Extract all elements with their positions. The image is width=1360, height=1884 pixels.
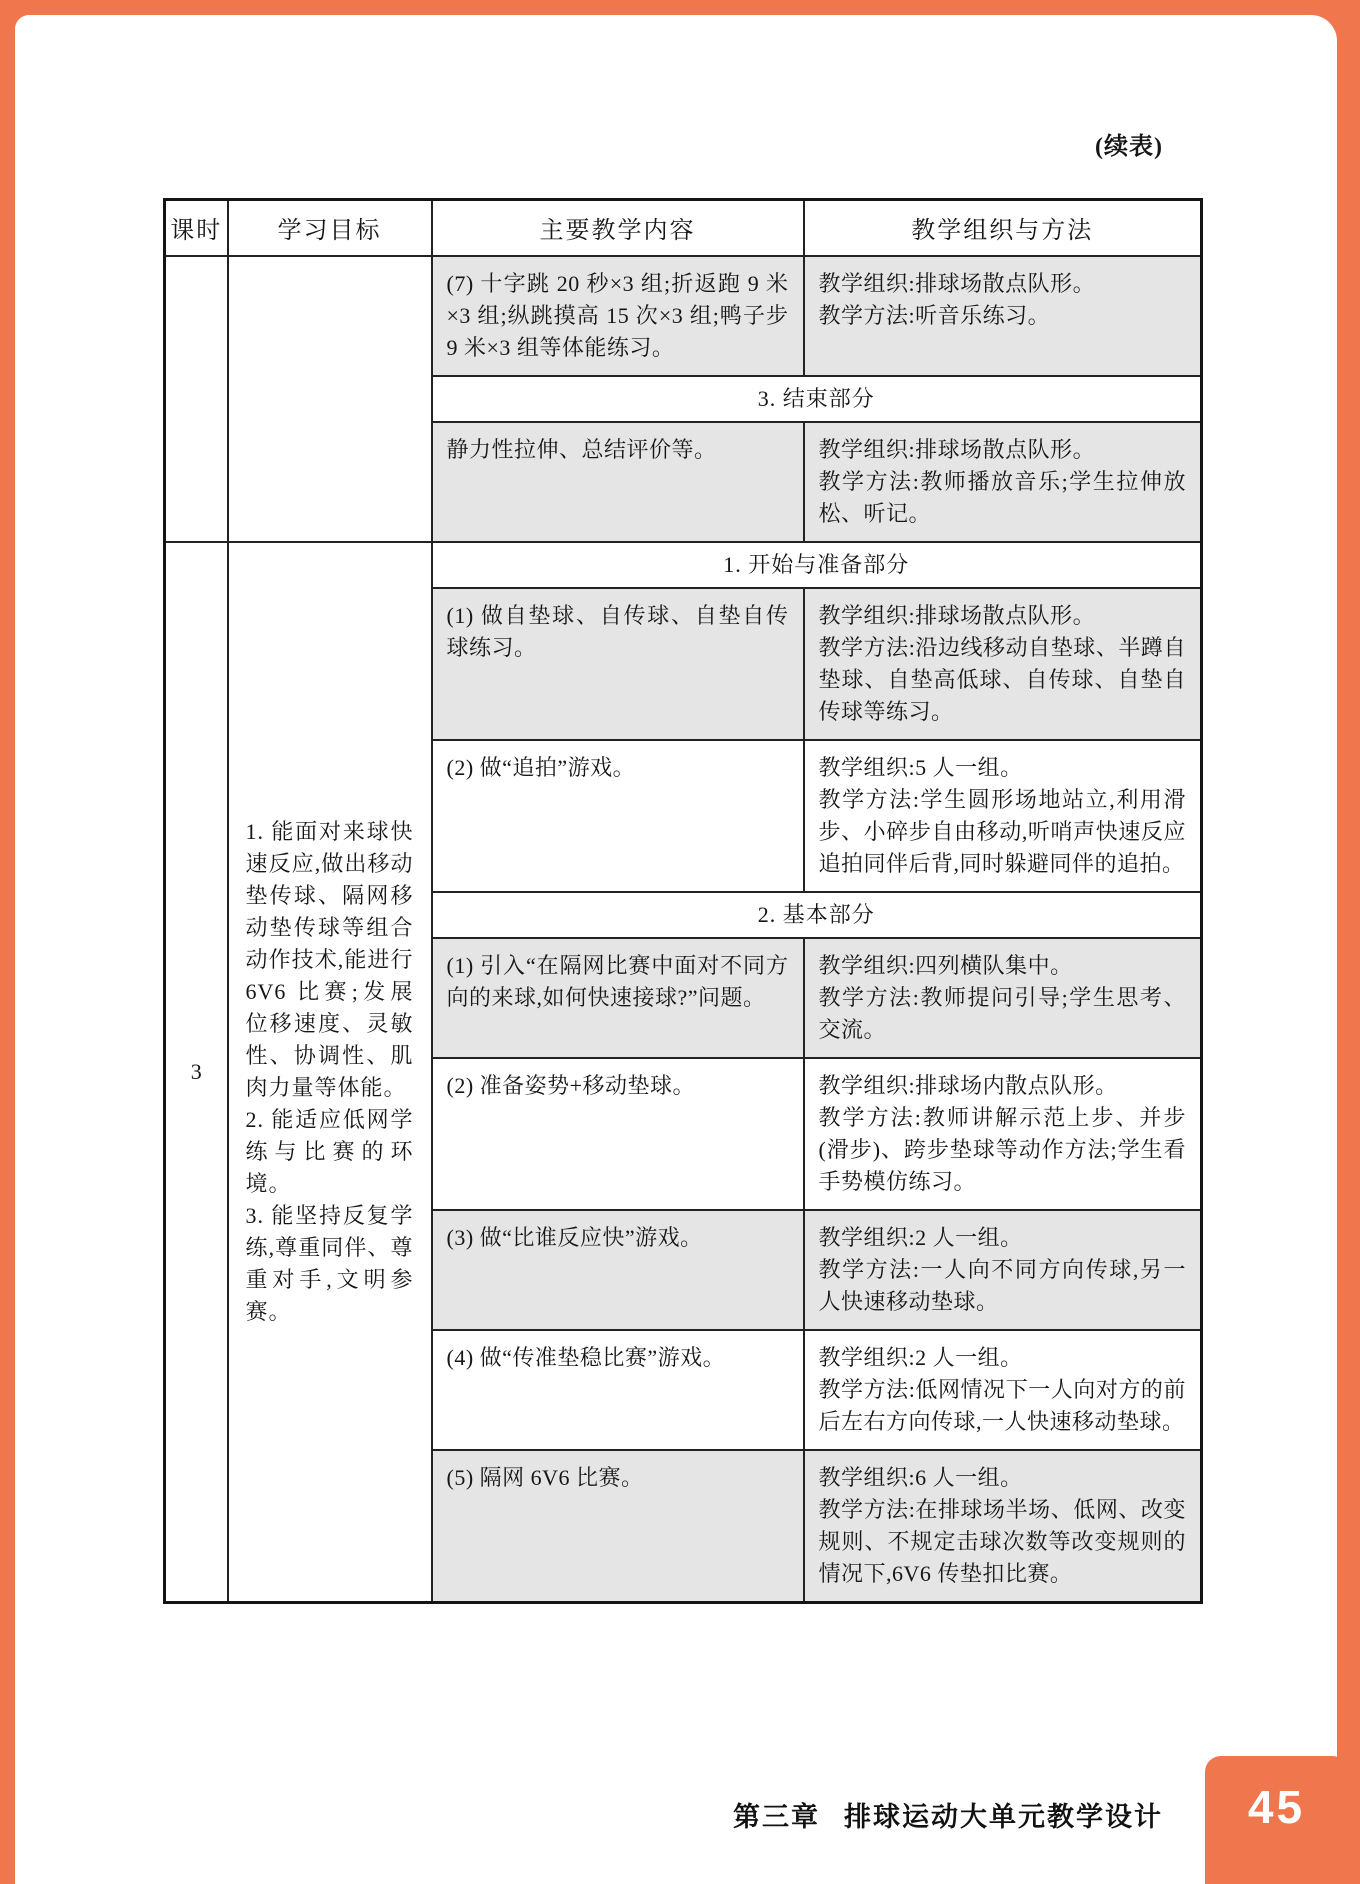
table-row <box>165 256 1202 376</box>
lesson-plan-table <box>163 198 1203 1604</box>
methods-organization: 教学组织:2 人一组。 <box>818 1224 1023 1250</box>
content-cell: (1) 引入“在隔网比赛中面对不同方向的来球,如何快速接球?”问题。 <box>432 938 804 1058</box>
methods-organization: 教学组织:排球场散点队形。 <box>818 436 1096 462</box>
col-header-content: 主要教学内容 <box>432 200 804 256</box>
footer-chapter-line <box>0 1795 1163 1834</box>
methods-approach: 教学方法:教师提问引导;学生思考、交流。 <box>818 984 1186 1042</box>
methods-approach: 教学方法:低网情况下一人向对方的前后左右方向传球,一人快速移动垫球。 <box>818 1376 1186 1434</box>
methods-cell <box>804 1058 1202 1210</box>
period-cell: 3 <box>165 542 228 1603</box>
methods-organization: 教学组织:四列横队集中。 <box>818 952 1073 978</box>
methods-organization: 教学组织:排球场散点队形。 <box>818 270 1096 296</box>
content-cell: (3) 做“比谁反应快”游戏。 <box>432 1210 804 1330</box>
period-cell-empty <box>165 256 228 542</box>
page-corner-top-right <box>1311 15 1337 41</box>
objective-item: 1. 能面对来球快速反应,做出移动垫传球、隔网移动垫传球等组合动作技术,能进行 6V6 比赛;发展位移速度、灵敏性、协调性、肌肉力量等体能。 <box>245 818 414 1100</box>
chapter-label: 第三章 <box>733 1802 820 1832</box>
table-header-row <box>165 200 1202 256</box>
methods-cell <box>804 740 1202 892</box>
col-header-methods: 教学组织与方法 <box>804 200 1202 256</box>
page-border-top <box>0 0 1360 15</box>
methods-approach: 教学方法:一人向不同方向传球,另一人快速移动垫球。 <box>818 1256 1186 1314</box>
continuation-note: (续表) <box>1095 134 1163 160</box>
objective-item: 3. 能坚持反复学练,尊重同伴、尊重对手,文明参赛。 <box>245 1202 414 1324</box>
methods-cell <box>804 938 1202 1058</box>
methods-organization: 教学组织:6 人一组。 <box>818 1464 1023 1490</box>
section-title: 2. 基本部分 <box>432 892 1202 938</box>
objective-item: 2. 能适应低网学练与比赛的环境。 <box>245 1106 414 1196</box>
methods-cell <box>804 1450 1202 1603</box>
methods-approach: 教学方法:在排球场半场、低网、改变规则、不规定击球次数等改变规则的情况下,6V6 传垫扣比赛。 <box>818 1496 1186 1586</box>
page-corner-top-left <box>15 15 29 29</box>
section-title: 1. 开始与准备部分 <box>432 542 1202 588</box>
page-number-tab <box>1205 1756 1348 1884</box>
chapter-title: 排球运动大单元教学设计 <box>844 1802 1163 1832</box>
methods-approach: 教学方法:教师讲解示范上步、并步(滑步)、跨步垫球等动作方法;学生看手势模仿练习。 <box>818 1104 1186 1194</box>
methods-cell <box>804 256 1202 376</box>
page-border-left <box>0 0 15 1884</box>
methods-cell <box>804 422 1202 542</box>
content-cell: (1) 做自垫球、自传球、自垫自传球练习。 <box>432 588 804 740</box>
content-cell: (4) 做“传准垫稳比赛”游戏。 <box>432 1330 804 1450</box>
content-cell: (2) 做“追拍”游戏。 <box>432 740 804 892</box>
content-cell: (7) 十字跳 20 秒×3 组;折返跑 9 米×3 组;纵跳摸高 15 次×3 组;鸭子步 9 米×3 组等体能练习。 <box>432 256 804 376</box>
page-border-right <box>1337 0 1360 1884</box>
methods-cell <box>804 588 1202 740</box>
methods-organization: 教学组织:2 人一组。 <box>818 1344 1023 1370</box>
methods-organization: 教学组织:排球场内散点队形。 <box>818 1072 1118 1098</box>
section-row <box>165 542 1202 588</box>
content-cell: 静力性拉伸、总结评价等。 <box>432 422 804 542</box>
methods-cell <box>804 1210 1202 1330</box>
col-header-period: 课时 <box>165 200 228 256</box>
methods-approach: 教学方法:听音乐练习。 <box>818 302 1051 328</box>
methods-approach: 教学方法:沿边线移动自垫球、半蹲自垫球、自垫高低球、自传球、自垫自传球等练习。 <box>818 634 1186 724</box>
methods-approach: 教学方法:教师播放音乐;学生拉伸放松、听记。 <box>818 468 1186 526</box>
objectives-cell <box>228 542 432 1603</box>
page-number: 45 <box>1247 1781 1306 1833</box>
section-title: 3. 结束部分 <box>432 376 1202 422</box>
objectives-cell-empty <box>228 256 432 542</box>
methods-approach: 教学方法:学生圆形场地站立,利用滑步、小碎步自由移动,听哨声快速反应追拍同伴后背,同时躲避同伴的追拍。 <box>818 786 1186 876</box>
content-cell: (2) 准备姿势+移动垫球。 <box>432 1058 804 1210</box>
methods-organization: 教学组织:排球场散点队形。 <box>818 602 1096 628</box>
methods-cell <box>804 1330 1202 1450</box>
col-header-objectives: 学习目标 <box>228 200 432 256</box>
content-cell: (5) 隔网 6V6 比赛。 <box>432 1450 804 1603</box>
methods-organization: 教学组织:5 人一组。 <box>818 754 1023 780</box>
